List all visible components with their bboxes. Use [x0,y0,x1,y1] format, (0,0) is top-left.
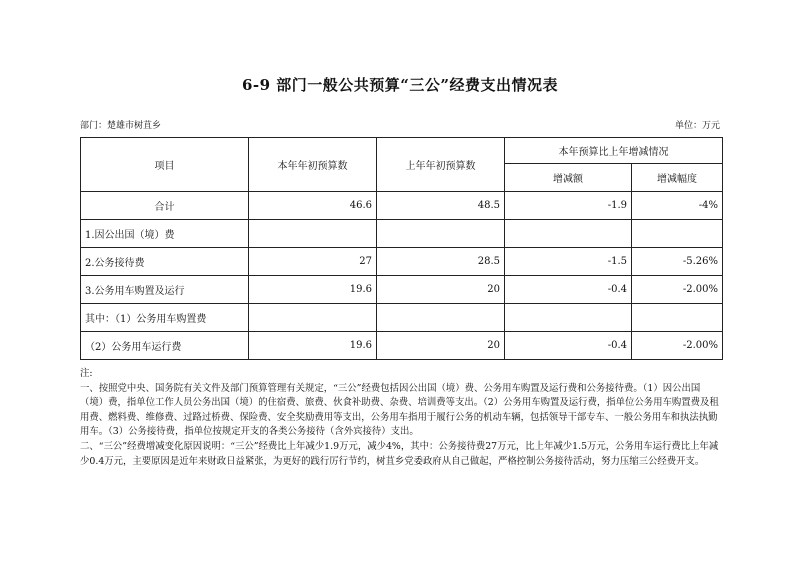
cell-rate: -2.00% [632,276,723,304]
cell-rate: -4% [632,192,723,220]
cell-previous [377,220,505,248]
cell-current: 46.6 [249,192,377,220]
budget-table [80,137,723,360]
header-previous-budget: 上年年初预算数 [377,138,505,192]
header-compare-group: 本年预算比上年增减情况 [505,138,723,164]
cell-rate [632,304,723,332]
header-change-rate: 增减幅度 [632,164,723,192]
cell-change [505,220,632,248]
page-title: 6-9 部门一般公共预算“三公”经费支出情况表 [241,76,559,94]
table-row [81,304,723,332]
row-label: 3.公务用车购置及运行 [81,276,249,304]
cell-change: -0.4 [505,276,632,304]
cell-current [249,220,377,248]
unit-label: 单位：万元 [674,121,720,131]
cell-current: 27 [249,248,377,276]
department-label: 部门：楚雄市树苴乡 [80,121,162,131]
cell-change: -1.9 [505,192,632,220]
cell-current: 19.6 [249,276,377,304]
cell-current [249,304,377,332]
row-label: 1.因公出国（境）费 [81,220,249,248]
cell-previous: 20 [377,332,505,360]
cell-change: -1.5 [505,248,632,276]
cell-previous: 28.5 [377,248,505,276]
table-row [81,276,723,304]
header-item: 项目 [81,138,249,192]
cell-rate: -5.26% [632,248,723,276]
cell-rate: -2.00% [632,332,723,360]
header-current-budget: 本年年初预算数 [249,138,377,192]
row-label: （2）公务用车运行费 [81,332,249,360]
notes-section [80,367,722,469]
cell-previous: 20 [377,276,505,304]
row-label: 2.公务接待费 [81,248,249,276]
header-change-amount: 增减额 [505,164,632,192]
notes-paragraph-definition: 一、按照党中央、国务院有关文件及部门预算管理有关规定，“三公”经费包括因公出国（境）费、公务用车购置及运行费和公务接待费。（1）因公出国（境）费，指单位工作人员公务出国（境）的住宿费、旅费、伙食补助费、杂费、培训费等支出。（2）公务用车购置及运行费，指单位公务用车购置费及租用费、燃料费、维修费、过路过桥费、保险费、安全奖励费用等支出，公务用车指用于履行公务的机动车辆，包括领导干部专车、一般公务用车和执法执勤用车。（3）公务接待费，指单位按规定开支的各类公务接待（含外宾接待）支出。 [80,382,719,438]
table-row [81,332,723,360]
table-row-total [81,192,723,220]
table-row [81,220,723,248]
cell-previous: 48.5 [377,192,505,220]
row-label: 其中：（1）公务用车购置费 [81,304,249,332]
table-row [81,248,723,276]
cell-rate [632,220,723,248]
cell-current: 19.6 [249,332,377,360]
table-header-row [81,138,723,164]
cell-change: -0.4 [505,332,632,360]
notes-heading: 注: [80,368,93,379]
cell-change [505,304,632,332]
cell-previous [377,304,505,332]
notes-paragraph-change-reason: 二、“三公”经费增减变化原因说明：“三公”经费比上年减少1.9万元，减少4%，其中：公务接待费27万元，比上年减少1.5万元，公务用车运行费比上年减少0.4万元，主要原因是近年来财政日益紧张，为更好的践行厉行节约，树苴乡党委政府从自己做起，严格控制公务接待活动，努力压缩三公经费开支。 [80,440,719,467]
row-label: 合计 [81,192,249,220]
